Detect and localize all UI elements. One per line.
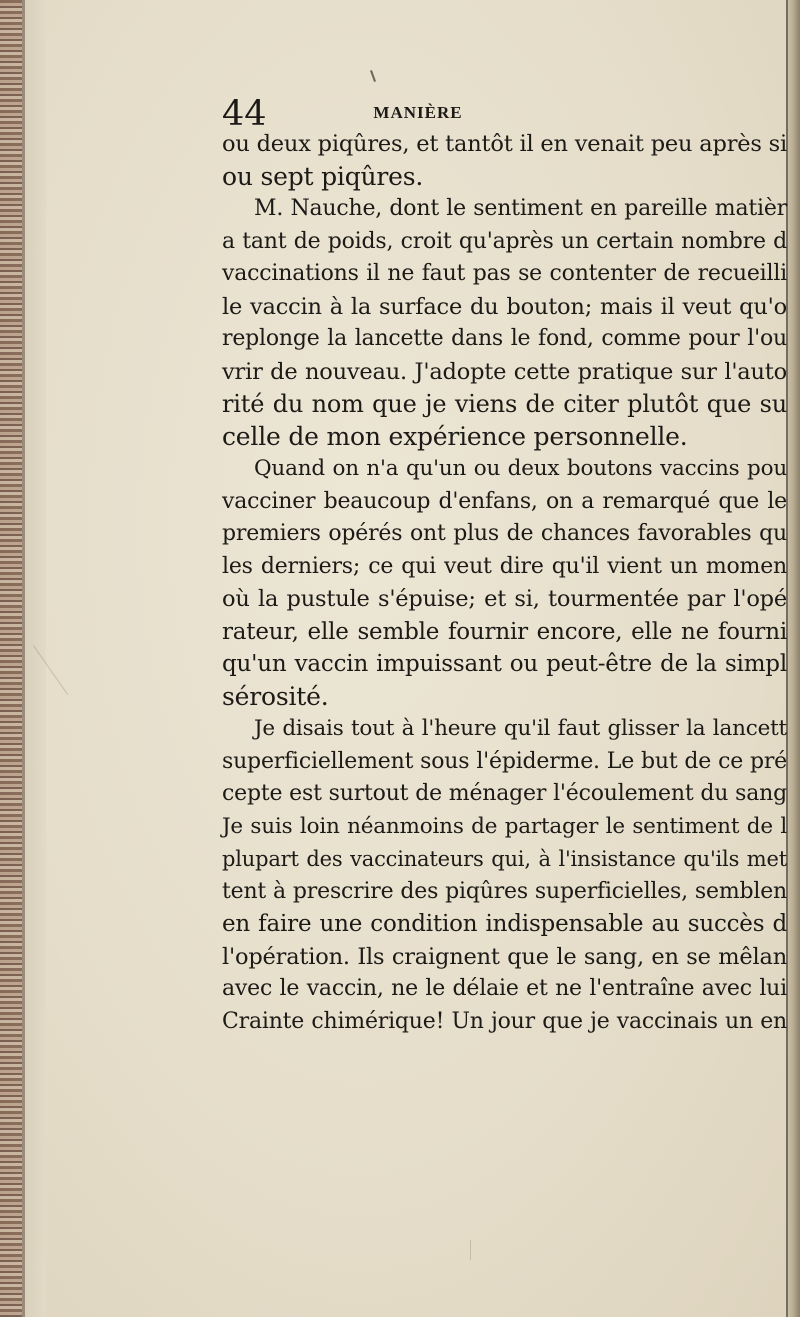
text-line: M. Nauche, dont le sentiment en pareille matièr [254, 196, 787, 221]
text-line: sérosité. [222, 681, 329, 711]
stray-mark [370, 70, 376, 82]
text-line: vaccinations il ne faut pas se contenter de recueilli [222, 261, 787, 286]
text-line: cepte est surtout de ménager l'écoulement du sang [222, 781, 787, 806]
text-line: replonge la lancette dans le fond, comme pour l'ou [222, 326, 787, 351]
text-line: plupart des vaccinateurs qui, à l'insistance qu'ils met [222, 847, 787, 871]
text-line: ou deux piqûres, et tantôt il en venait peu après si [222, 131, 788, 157]
running-head: MANIÈRE [373, 103, 463, 122]
text-line: les derniers; ce qui veut dire qu'il vient un momen [222, 553, 787, 579]
text-line: avec le vaccin, ne le délaie et ne l'entraîne avec lui [222, 976, 787, 1001]
binding-cloth [0, 0, 22, 1317]
text-line: Quand on n'a qu'un ou deux boutons vaccins pou [254, 456, 787, 481]
text-line: en faire une condition indispensable au succès d [222, 911, 787, 937]
text-line: tent à prescrire des piqûres superficielles, semblen [222, 878, 787, 904]
text-line: l'opération. Ils craignent que le sang, en se mêlan [222, 943, 787, 970]
text-line: qu'un vaccin impuissant ou peut-être de la simpl [222, 651, 787, 677]
binding-edge [22, 0, 25, 1317]
stray-mark [470, 1240, 471, 1260]
text-line: Je suis loin néanmoins de partager le sentiment de l [222, 813, 787, 839]
text-line: vrir de nouveau. J'adopte cette pratique sur l'auto [222, 358, 787, 385]
text-line: le vaccin à la surface du bouton; mais il veut qu'o [222, 293, 787, 320]
text-line: Je disais tout à l'heure qu'il faut glisser la lancett [254, 716, 787, 741]
text-line: ou sept piqûres. [222, 161, 424, 191]
page-edge [786, 0, 800, 1317]
text-line: où la pustule s'épuise; et si, tourmentée par l'opé [222, 586, 787, 612]
text-line: superficiellement sous l'épiderme. Le but de ce pré [222, 748, 787, 774]
body-text [222, 128, 788, 1034]
text-line: rateur, elle semble fournir encore, elle ne fourni [222, 618, 787, 645]
text-line: a tant de poids, croit qu'après un certain nombre d [222, 228, 787, 254]
text-line: Crainte chimérique! Un jour que je vaccinais un en [222, 1008, 787, 1034]
page-number: 44 [222, 94, 267, 134]
text-line: rité du nom que je viens de citer plutôt que su [222, 390, 787, 418]
text-line: vacciner beaucoup d'enfans, on a remarqué que le [222, 488, 787, 514]
text-line: celle de mon expérience personnelle. [222, 421, 688, 451]
text-line: premiers opérés ont plus de chances favorables qu [222, 521, 787, 546]
